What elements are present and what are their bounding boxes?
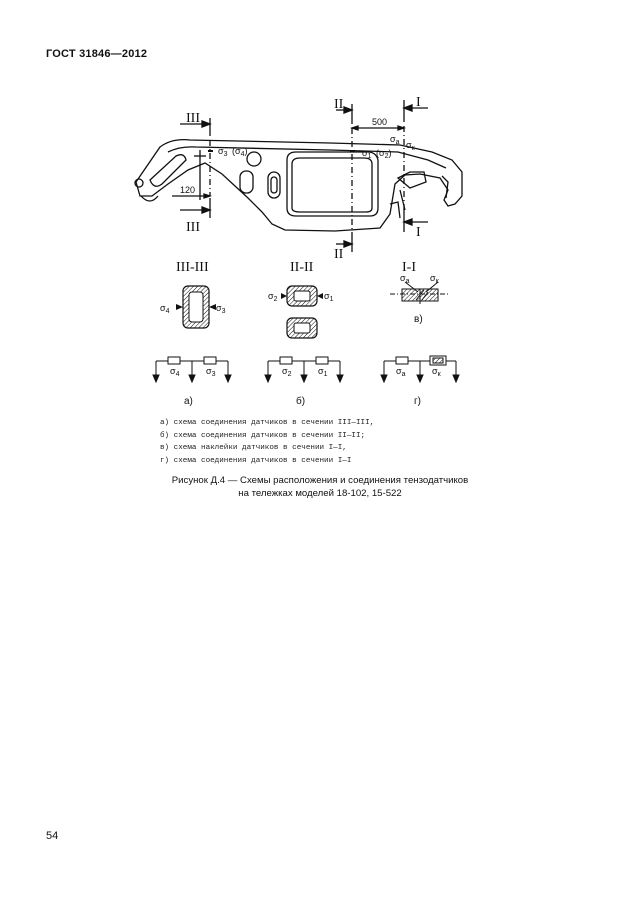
sigma4-label: $(\sigma_4)$ — [232, 146, 248, 158]
note-v: в) схема наклейки датчиков в сечении I—I, — [160, 444, 347, 452]
oval-slot — [240, 171, 253, 193]
section-I-top-label: I — [416, 95, 421, 110]
note-g: г) схема соединения датчиков в сечении I—I — [160, 456, 352, 465]
sigma-a-section-label: $\sigma_а$ — [400, 273, 410, 285]
note-a: а) схема соединения датчиков в сечении III—III, — [160, 419, 375, 427]
label-b: б) — [296, 396, 306, 407]
sigma2-label: $(\sigma_2)$ — [376, 148, 392, 160]
sigma3-label: $\sigma_3$ — [218, 146, 228, 158]
sigma4-section-label: $\sigma_4$ — [160, 303, 170, 315]
section-III-top-label: III — [186, 111, 200, 126]
section-II-bottom-label: II — [334, 247, 344, 262]
label-g: г) — [414, 396, 421, 407]
sigma1-section-label: $\sigma_1$ — [324, 291, 334, 303]
wiring-scheme-b — [265, 357, 343, 382]
scheme-b-sigma2: $\sigma_2$ — [282, 366, 292, 378]
section-II-II-profile — [281, 286, 323, 338]
scheme-g-sigma-a: $\sigma_а$ — [396, 366, 406, 378]
figure-caption — [120, 474, 520, 500]
page-number: 54 — [46, 830, 59, 842]
section-III-III-profile — [176, 286, 216, 328]
dimension-120: 120 — [180, 185, 196, 195]
frame-window — [287, 152, 378, 216]
hook-slot — [150, 155, 186, 187]
sigma3-section-label: $\sigma_3$ — [216, 303, 226, 315]
scheme-a-sigma4: $\sigma_4$ — [170, 366, 180, 378]
sigma1-label: $\sigma_1$ — [362, 148, 372, 160]
dimension-500: 500 — [372, 117, 388, 127]
scheme-b-sigma1: $\sigma_1$ — [318, 366, 328, 378]
sigma-a-label: $\sigma_а$ — [390, 134, 400, 146]
wiring-scheme-a — [153, 357, 231, 382]
section-II-II-title: II-II — [290, 260, 314, 275]
section-III-III-title: III-III — [176, 260, 209, 275]
section-I-I-title: I-I — [402, 260, 416, 275]
section-I-I-profile — [390, 282, 448, 304]
figure-notes — [160, 417, 374, 467]
label-a: а) — [184, 396, 193, 407]
scheme-g-sigma-k: $\sigma_к$ — [432, 366, 441, 378]
wiring-scheme-g — [381, 356, 459, 382]
scheme-a-sigma3: $\sigma_3$ — [206, 366, 216, 378]
sigma-k-section-label: $\sigma_к$ — [430, 273, 439, 285]
section-III-bottom-label: III — [186, 220, 200, 235]
sigma-k-label: $\sigma_к$ — [406, 140, 415, 152]
frame-hole — [247, 152, 261, 166]
section-II-top-label: II — [334, 97, 344, 112]
sigma2-section-label: $\sigma_2$ — [268, 291, 278, 303]
section-I-bottom-label: I — [416, 225, 421, 240]
caption-line-2: на тележках моделей 18-102, 15-522 — [238, 488, 402, 499]
caption-line-1: Рисунок Д.4 — Схемы расположения и соединения тензодатчиков — [171, 475, 469, 486]
note-b: б) схема соединения датчиков в сечении II—II; — [160, 431, 366, 440]
document-header: ГОСТ 31846—2012 — [46, 48, 148, 60]
label-v: в) — [414, 314, 423, 325]
